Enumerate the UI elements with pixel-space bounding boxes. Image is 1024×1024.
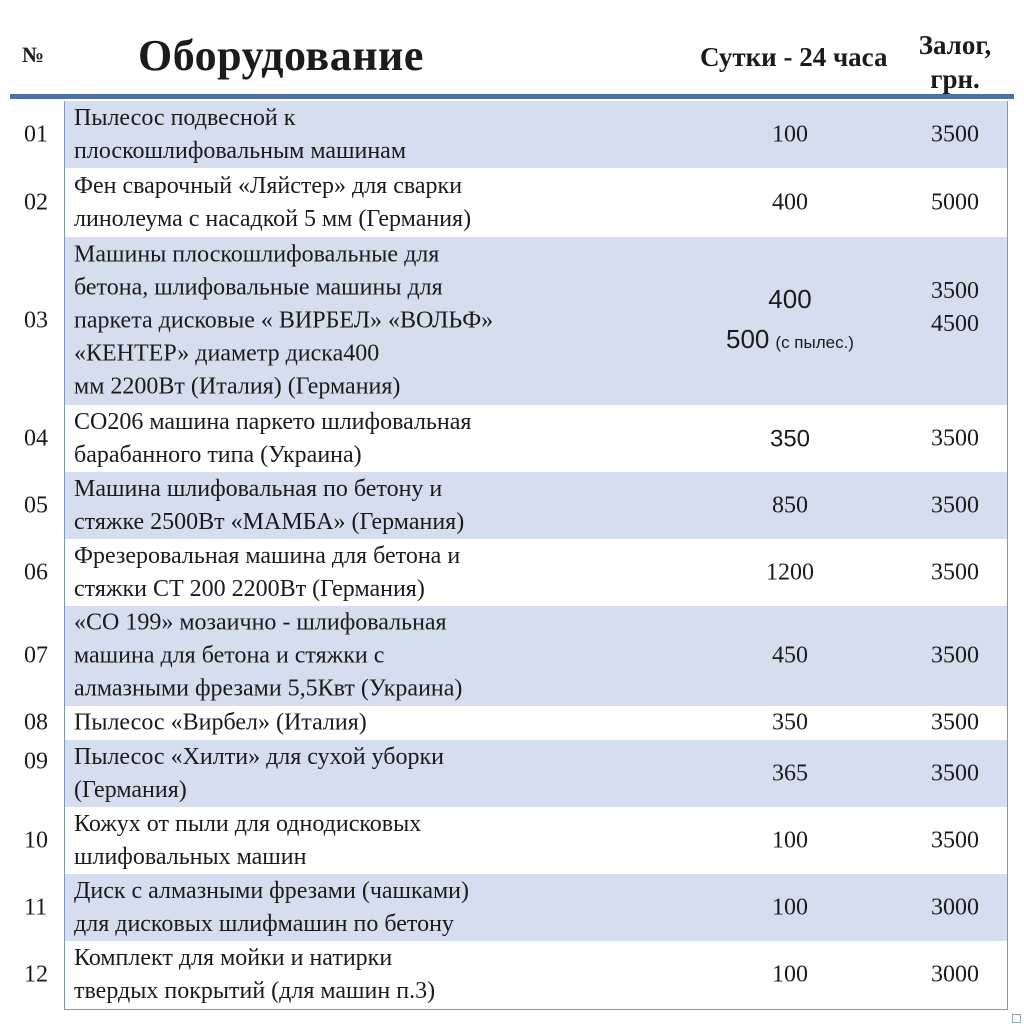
- row-number: 04: [24, 425, 48, 451]
- desc-line: барабанного типа (Украина): [74, 441, 362, 468]
- row-price: [700, 757, 880, 790]
- row-number: 01: [24, 121, 48, 147]
- row-description: [74, 102, 544, 168]
- row-deposit: [890, 891, 1020, 924]
- row-deposit: [890, 640, 1020, 673]
- price-value: 450: [772, 642, 808, 669]
- desc-line: «КЕНТЕР» диаметр диска400: [74, 340, 380, 367]
- table-row: [10, 706, 1014, 740]
- row-deposit: [890, 556, 1020, 589]
- price-value: 400: [768, 284, 812, 314]
- deposit-value: 4500: [931, 310, 979, 337]
- desc-line: СО206 машина паркето шлифовальная: [74, 408, 472, 435]
- row-price: [700, 707, 880, 740]
- price-note: (с пылес.): [775, 333, 854, 352]
- table-row: [10, 740, 1014, 807]
- desc-line: машина для бетона и стяжки с: [74, 642, 385, 669]
- table-row: [10, 539, 1014, 606]
- row-price: [700, 891, 880, 924]
- deposit-value: 3500: [931, 277, 979, 304]
- header-deposit-line1: Залог,: [918, 30, 992, 60]
- row-deposit: [890, 275, 1020, 341]
- desc-line: твердых покрытий (для машин п.3): [74, 978, 436, 1004]
- row-number: 02: [24, 189, 48, 215]
- header-day-price: Сутки - 24 часа: [700, 42, 888, 72]
- row-price: [700, 186, 880, 219]
- header-equipment: Оборудование: [138, 31, 424, 80]
- row-description: [74, 707, 544, 740]
- desc-line: паркета дисковые « ВИРБЕЛ» «ВОЛЬФ»: [74, 307, 494, 334]
- desc-line: Фрезеровальная машина для бетона и: [74, 542, 461, 569]
- price-value: 100: [772, 827, 808, 853]
- row-price: [700, 824, 880, 857]
- row-description: [74, 473, 544, 539]
- table-row: [10, 606, 1014, 706]
- desc-line: плоскошлифовальным машинам: [74, 137, 407, 164]
- row-price: [700, 489, 880, 522]
- desc-line: (Германия): [74, 776, 187, 803]
- row-deposit: [890, 489, 1020, 522]
- table-row: [10, 101, 1014, 168]
- desc-line: Диск с алмазными фрезами (чашками): [74, 877, 470, 904]
- deposit-value: 3000: [931, 894, 979, 920]
- desc-line: бетона, шлифовальные машины для: [74, 274, 443, 301]
- header-number: №: [22, 42, 45, 67]
- deposit-value: 3500: [931, 425, 979, 451]
- row-number: 03: [24, 307, 48, 334]
- deposit-value: 3500: [931, 827, 979, 853]
- row-description: [74, 875, 544, 941]
- price-value: 350: [769, 425, 811, 452]
- row-number: 05: [24, 492, 48, 518]
- row-description: [74, 942, 544, 1008]
- row-description: [74, 741, 544, 807]
- price-value: 100: [772, 961, 808, 988]
- price-value: 400: [772, 189, 808, 215]
- price-value: 500: [726, 324, 770, 354]
- row-description: [74, 170, 544, 236]
- row-price: [700, 422, 880, 455]
- row-number: 09: [24, 747, 48, 774]
- row-deposit: [890, 707, 1020, 740]
- deposit-value: 3500: [931, 709, 979, 736]
- deposit-value: 5000: [931, 189, 979, 215]
- desc-line: алмазными фрезами 5,5Квт (Украина): [74, 675, 463, 702]
- row-deposit: [890, 757, 1020, 790]
- table-row: [10, 941, 1014, 1009]
- price-value: 850: [772, 492, 808, 518]
- table-row: [10, 874, 1014, 941]
- header-deposit: [900, 28, 1010, 96]
- row-deposit: [890, 422, 1020, 455]
- desc-line: Пылесос «Вирбел» (Италия): [74, 709, 367, 736]
- table-row: [10, 405, 1014, 472]
- price-value: 350: [772, 709, 808, 736]
- table-row: [10, 807, 1014, 874]
- row-price: [700, 556, 880, 589]
- row-description: [74, 239, 544, 404]
- desc-line: Машины плоскошлифовальные для: [74, 241, 440, 268]
- desc-line: стяжки СТ 200 2200Вт (Германия): [74, 575, 425, 602]
- row-price: [700, 118, 880, 151]
- price-value: 100: [772, 894, 808, 920]
- price-value: 1200: [766, 559, 814, 585]
- row-deposit: [890, 118, 1020, 151]
- corner-marker: [1012, 1014, 1021, 1023]
- desc-line: для дисковых шлифмашин по бетону: [74, 910, 454, 937]
- deposit-value: 3000: [931, 961, 979, 988]
- desc-line: «СО 199» мозаично - шлифовальная: [74, 609, 447, 636]
- desc-line: Комплект для мойки и натирки: [74, 945, 393, 971]
- row-description: [74, 607, 544, 706]
- desc-line: Фен сварочный «Ляйстер» для сварки: [74, 172, 463, 199]
- table-row: [10, 472, 1014, 539]
- table-row: [10, 237, 1014, 405]
- header-divider: [10, 94, 1014, 99]
- deposit-value: 3500: [931, 492, 979, 518]
- price-value: 365: [772, 760, 808, 786]
- desc-line: линолеума с насадкой 5 мм (Германия): [74, 205, 472, 232]
- deposit-value: 3500: [931, 760, 979, 786]
- row-number: 12: [24, 961, 48, 988]
- desc-line: Кожух от пыли для однодисковых: [74, 810, 422, 837]
- table-row: [10, 168, 1014, 237]
- row-deposit: [890, 186, 1020, 219]
- row-number: 06: [24, 559, 48, 585]
- deposit-value: 3500: [931, 559, 979, 585]
- price-value: 100: [772, 121, 808, 147]
- row-description: [74, 808, 544, 874]
- table-header: [0, 0, 1024, 92]
- row-price: [700, 959, 880, 992]
- row-deposit: [890, 824, 1020, 857]
- desc-line: шлифовальных машин: [74, 843, 307, 870]
- row-price: [700, 279, 880, 363]
- row-number: 10: [24, 827, 48, 853]
- row-number: 07: [24, 642, 48, 669]
- header-deposit-line2: грн.: [930, 64, 980, 94]
- desc-line: мм 2200Вт (Италия) (Германия): [74, 373, 401, 400]
- row-number: 11: [24, 894, 48, 920]
- desc-line: стяжке 2500Вт «МАМБА» (Германия): [74, 508, 465, 535]
- row-price: [700, 640, 880, 673]
- deposit-value: 3500: [931, 121, 979, 147]
- desc-line: Пылесос «Хилти» для сухой уборки: [74, 743, 444, 770]
- row-number: 08: [24, 709, 48, 736]
- row-description: [74, 540, 544, 606]
- price-second-line: [700, 319, 880, 363]
- row-description: [74, 406, 544, 472]
- row-deposit: [890, 959, 1020, 992]
- desc-line: Машина шлифовальная по бетону и: [74, 475, 443, 502]
- desc-line: Пылесос подвесной к: [74, 104, 296, 131]
- deposit-value: 3500: [931, 642, 979, 669]
